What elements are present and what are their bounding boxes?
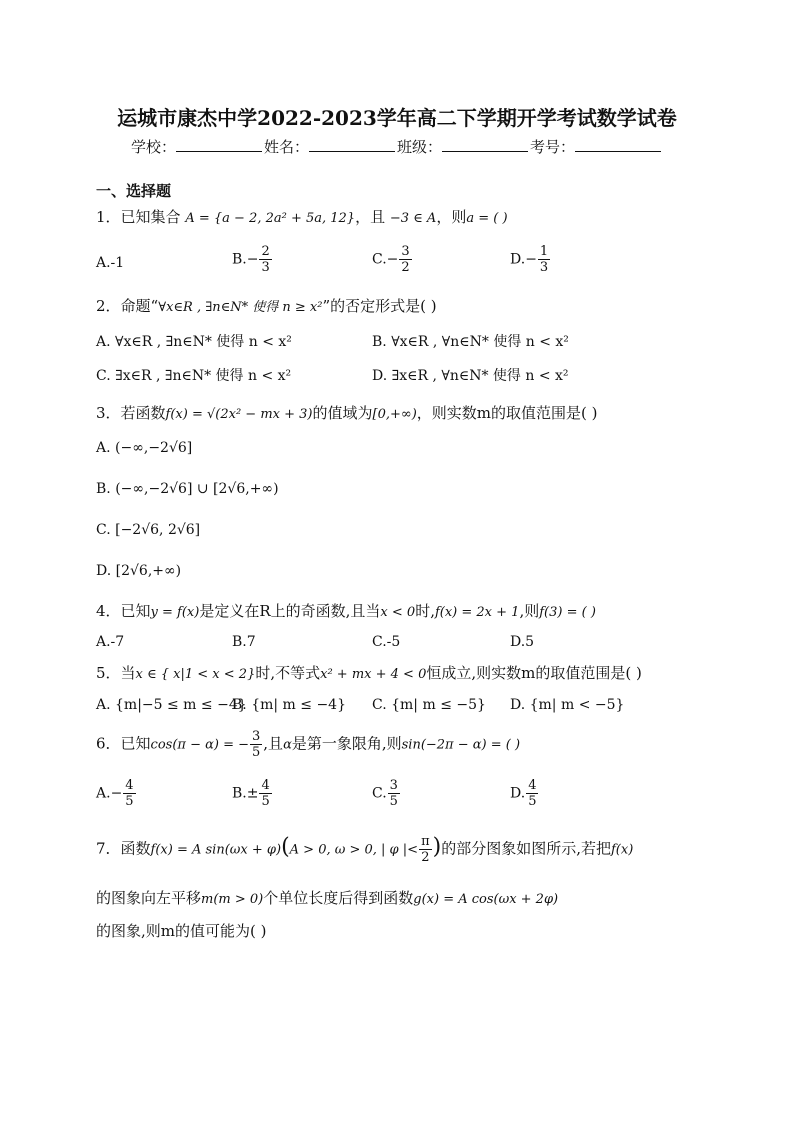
q1-option-c: C.− $\frac{3}{2}$ [372, 244, 410, 275]
q3-end: ，则实数m的取值范围是( ) [416, 404, 598, 422]
number-label: 考号： [530, 138, 576, 156]
question-4: 4．已知y = f(x)是定义在R上的奇函数,且当x < 0时,f(x) = 2x + 1,则f(3) = ( ) [96, 602, 596, 620]
q1-end: ，则 [436, 208, 467, 226]
q1-option-b: B.− $\frac{2}{3}$ [232, 244, 270, 275]
q4-option-d: D.5 [510, 634, 535, 650]
q2-end: ”的否定形式是( ) [322, 297, 437, 315]
school-label: 学校： [130, 138, 176, 156]
question-7-line-2: 的图象向左平移m(m > 0)个单位长度后得到函数g(x) = A cos(ωx + 2φ) [96, 889, 559, 907]
q1-d-fraction: $\frac{1}{3}$ [539, 244, 549, 275]
q3-option-c: C. [−2√6, 2√6] [96, 522, 201, 538]
q5-option-c: C. {m| m ≤ −5} [372, 697, 486, 713]
q3-option-a: A. (−∞,−2√6] [96, 440, 193, 456]
question-7: 7．函数f(x) = A sin(ωx + φ)(A > 0, ω > 0, | φ |< $\frac{\pi}{2}$ )的部分图象如图所示,若把f(x) [96, 834, 634, 865]
q7-pi-fraction: $\frac{\pi}{2}$ [421, 834, 430, 865]
number-blank [575, 137, 661, 152]
q1-stem: 1．已知集合 [96, 208, 181, 226]
q1-ask: a = ( ) [466, 211, 508, 226]
q4-option-c: C.-5 [372, 634, 401, 650]
q6-option-b: B.± $\frac{4}{5}$ [232, 778, 270, 809]
question-1 [96, 206, 508, 227]
q3-range: [0,+∞) [372, 407, 417, 422]
q1-option-a: A.-1 [96, 255, 125, 271]
q3-mid: 的值域为 [312, 404, 373, 422]
school-blank [176, 137, 262, 152]
q6-option-d: D. $\frac{4}{5}$ [510, 778, 537, 809]
question-7-line-3: 的图象,则m的值可能为( ) [96, 922, 267, 940]
name-blank [309, 137, 395, 152]
page-title: 运城市康杰中学2022-2023学年高二下学期开学考试数学试卷 [117, 106, 677, 130]
q6-option-a: A.− $\frac{4}{5}$ [96, 778, 134, 809]
q1-c-fraction: $\frac{3}{2}$ [401, 244, 410, 275]
q2-stem: 2．命题“ [96, 297, 159, 315]
q1-cond: −3 ∈ A [389, 211, 437, 226]
class-label: 班级： [397, 138, 443, 156]
q3-stem: 3．若函数 [96, 404, 166, 422]
q1-option-d: D.− $\frac{1}{3}$ [510, 244, 549, 275]
question-6: 6．已知cos(π − α) = − $\frac{3}{5}$ ,且α是第一象限角,则sin(−2π − α) = ( ) [96, 729, 521, 760]
q5-option-b: B. {m| m ≤ −4} [232, 697, 346, 713]
q5-option-a: A. {m|−5 ≤ m ≤ −4} [96, 697, 247, 713]
q3-expr: f(x) = √(2x² − mx + 3) [165, 407, 313, 422]
question-3 [96, 402, 597, 423]
q3-option-b: B. (−∞,−2√6] ∪ [2√6,+∞) [96, 481, 279, 497]
q2-option-d: D. ∃x∈R , ∀n∈N* 使得 n < x² [372, 368, 569, 384]
q4-option-b: B.7 [232, 634, 256, 650]
q1-mid: ，且 [355, 208, 386, 226]
q6-option-c: C. $\frac{3}{5}$ [372, 778, 398, 809]
question-2 [96, 295, 437, 316]
q6-fraction: $\frac{3}{5}$ [252, 729, 261, 760]
q1-b-fraction: $\frac{2}{3}$ [261, 244, 270, 275]
q4-option-a: A.-7 [96, 634, 125, 650]
q2-expr: ∀x∈R , ∃n∈N* 使得 n ≥ x² [158, 300, 323, 315]
info-row [0, 136, 794, 157]
section-heading: 一、选择题 [96, 182, 172, 200]
class-blank [442, 137, 528, 152]
name-label: 姓名： [263, 138, 309, 156]
q5-option-d: D. {m| m < −5} [510, 697, 625, 713]
q2-option-a: A. ∀x∈R , ∃n∈N* 使得 n < x² [96, 334, 292, 350]
q2-option-b: B. ∀x∈R , ∀n∈N* 使得 n < x² [372, 334, 569, 350]
question-5: 5．当x ∈ { x|1 < x < 2}时,不等式x² + mx + 4 < 0恒成立,则实数m的取值范围是( ) [96, 664, 642, 682]
q3-option-d: D. [2√6,+∞) [96, 563, 182, 579]
q1-expr: A = {a − 2, 2a² + 5a, 12} [185, 211, 356, 226]
q2-option-c: C. ∃x∈R , ∃n∈N* 使得 n < x² [96, 368, 292, 384]
